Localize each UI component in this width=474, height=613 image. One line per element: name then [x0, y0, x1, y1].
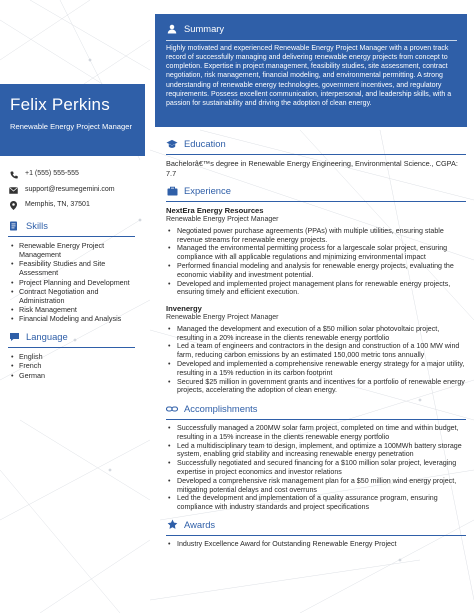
accomplishments-heading-label: Accomplishments: [184, 403, 258, 415]
star-icon: [166, 519, 178, 530]
list-item: • German: [11, 371, 138, 380]
awards-section: [166, 518, 466, 549]
list-item: • Developed and implemented a comprehensive renewable energy strategy for a major utility, resulting in a 15% reduction in its carbon footprint: [168, 360, 466, 378]
list-item: • Developed a comprehensive risk management plan for a $50 million wind energy project, mitigating potential delays and cost overruns: [168, 477, 466, 495]
location-text: Memphis, TN, 37501: [25, 201, 90, 209]
summary-divider: [166, 40, 457, 41]
education-heading-label: Education: [184, 137, 226, 149]
list-item: • Led a multidisciplinary team to design, implement, and optimize a 100MWh battery storage system, enabling grid stability and increasing renewable energy penetration: [168, 442, 466, 460]
list-item: • Contract Negotiation and Administration: [11, 287, 138, 305]
skills-heading: [8, 219, 138, 233]
awards-divider: [166, 535, 466, 536]
accomplishments-list: [166, 424, 466, 512]
contact-phone: [8, 168, 138, 181]
skills-heading-label: Skills: [26, 219, 48, 231]
language-heading: [8, 330, 138, 344]
list-item: • Secured $25 million in government grants and incentives for a portfolio of renewable energy projects, accelerating the adoption of clean energy.: [168, 378, 466, 396]
list-item: • Successfully negotiated and secured financing for a $100 million solar project, leveraging expertise in project economics and investor relations: [168, 459, 466, 477]
list-item: • Led the development and implementation of a quality assurance program, ensuring compliance with industry standards and project specifications: [168, 494, 466, 512]
speech-bubble-icon: [8, 332, 20, 342]
list-item: • Developed and implemented project management plans for renewable energy projects, ensuring timely and efficient execution.: [168, 280, 466, 298]
job-company: Invenergy: [166, 304, 202, 314]
job-entry: [166, 304, 466, 395]
list-item: • Financial Modeling and Analysis: [11, 314, 138, 323]
experience-heading-label: Experience: [184, 185, 231, 197]
link-icon: [166, 404, 178, 414]
phone-text: +1 (555) 555-555: [25, 170, 79, 178]
contact-email: [8, 184, 138, 197]
list-item: • Project Planning and Development: [11, 278, 138, 287]
contact-location: [8, 199, 138, 212]
skills-divider: [8, 236, 135, 237]
language-list: [8, 352, 138, 379]
education-text: Bachelorâ€™s degree in Renewable Energy Engineering, Environmental Science., CGPA: 7.7: [166, 159, 458, 178]
job-role: Renewable Energy Project Manager: [166, 215, 279, 223]
list-item: • Renewable Energy Project Management: [11, 241, 138, 259]
candidate-name: Felix Perkins: [10, 95, 110, 114]
summary-text: Highly motivated and experienced Renewable Energy Project Manager with a proven track record of successfully managing and delivering renewable energy projects from concept to completion. Expertise in project management, feasibility studies, site assessment, contract negotiation, risk management, financial modeling, and environmental permitting. A strong understanding of renewable energy technologies, government incentives, and regulatory requirements. Possess excellent communication, interpersonal, and leadership skills, with a passion for sustainability and driving the adoption of clean energy.: [166, 45, 452, 107]
name-header: [0, 84, 145, 156]
language-section: [8, 330, 138, 379]
list-item: • Managed the environmental permitting process for a largescale solar project, ensuring compliance with all applicable regulations and minimizing environmental impact: [168, 244, 466, 262]
education-heading: [166, 137, 466, 151]
job-role: Renewable Energy Project Manager: [166, 313, 279, 321]
accomplishments-heading: [166, 402, 466, 416]
summary-heading: [166, 22, 457, 36]
summary-section: [155, 14, 467, 127]
job-entry: [166, 206, 466, 297]
experience-section: [166, 184, 466, 395]
experience-divider: [166, 201, 466, 202]
list-item: • Feasibility Studies and Site Assessment: [11, 259, 138, 277]
job-bullets: [166, 325, 466, 395]
list-item: • English: [11, 352, 138, 361]
skills-list: [8, 241, 138, 323]
envelope-icon: [8, 187, 19, 194]
right-column: [166, 137, 466, 555]
list-item: • Negotiated power purchase agreements (PPAs) with multiple utilities, ensuring stable revenue streams for renewable energy projects.: [168, 227, 466, 245]
list-item: • Industry Excellence Award for Outstanding Renewable Energy Project: [168, 540, 466, 549]
list-item: • Successfully managed a 200MW solar farm project, completed on time and within budget, resulting in a 15% increase in the clients renewable energy portfolio: [168, 424, 466, 442]
awards-heading-label: Awards: [184, 518, 216, 530]
job-bullets: [166, 227, 466, 297]
list-item: • Performed financial modeling and analysis for renewable energy projects, evaluating the economic viability and investment potential.: [168, 262, 466, 280]
user-icon: [166, 24, 178, 34]
accomplishments-section: [166, 402, 466, 512]
education-divider: [166, 154, 466, 155]
language-heading-label: Language: [26, 331, 68, 343]
awards-heading: [166, 518, 466, 532]
email-text[interactable]: support@resumegemini.com: [25, 185, 115, 193]
summary-heading-label: Summary: [184, 22, 225, 34]
list-icon: [8, 221, 20, 231]
list-item: • French: [11, 361, 138, 370]
awards-list: [166, 540, 466, 549]
phone-icon: [8, 171, 19, 179]
list-item: • Managed the development and execution of a $50 million solar photovoltaic project, resulting in a 20% increase in the clients renewable energy portfolio: [168, 325, 466, 343]
accomplishments-divider: [166, 419, 466, 420]
job-company: NextEra Energy Resources: [166, 206, 264, 216]
list-item: • Risk Management: [11, 305, 138, 314]
language-divider: [8, 347, 135, 348]
education-section: [166, 137, 466, 178]
graduation-cap-icon: [166, 139, 178, 149]
skills-section: [8, 219, 138, 323]
candidate-title: Renewable Energy Project Manager: [10, 121, 132, 131]
experience-heading: [166, 184, 466, 198]
map-pin-icon: [8, 201, 19, 210]
list-item: • Led a team of engineers and contractors in the design and construction of a 100 MW wind farm, reducing carbon emissions by an estimated 150,000 metric tons annually: [168, 342, 466, 360]
left-column: [8, 168, 138, 380]
briefcase-icon: [166, 186, 178, 196]
